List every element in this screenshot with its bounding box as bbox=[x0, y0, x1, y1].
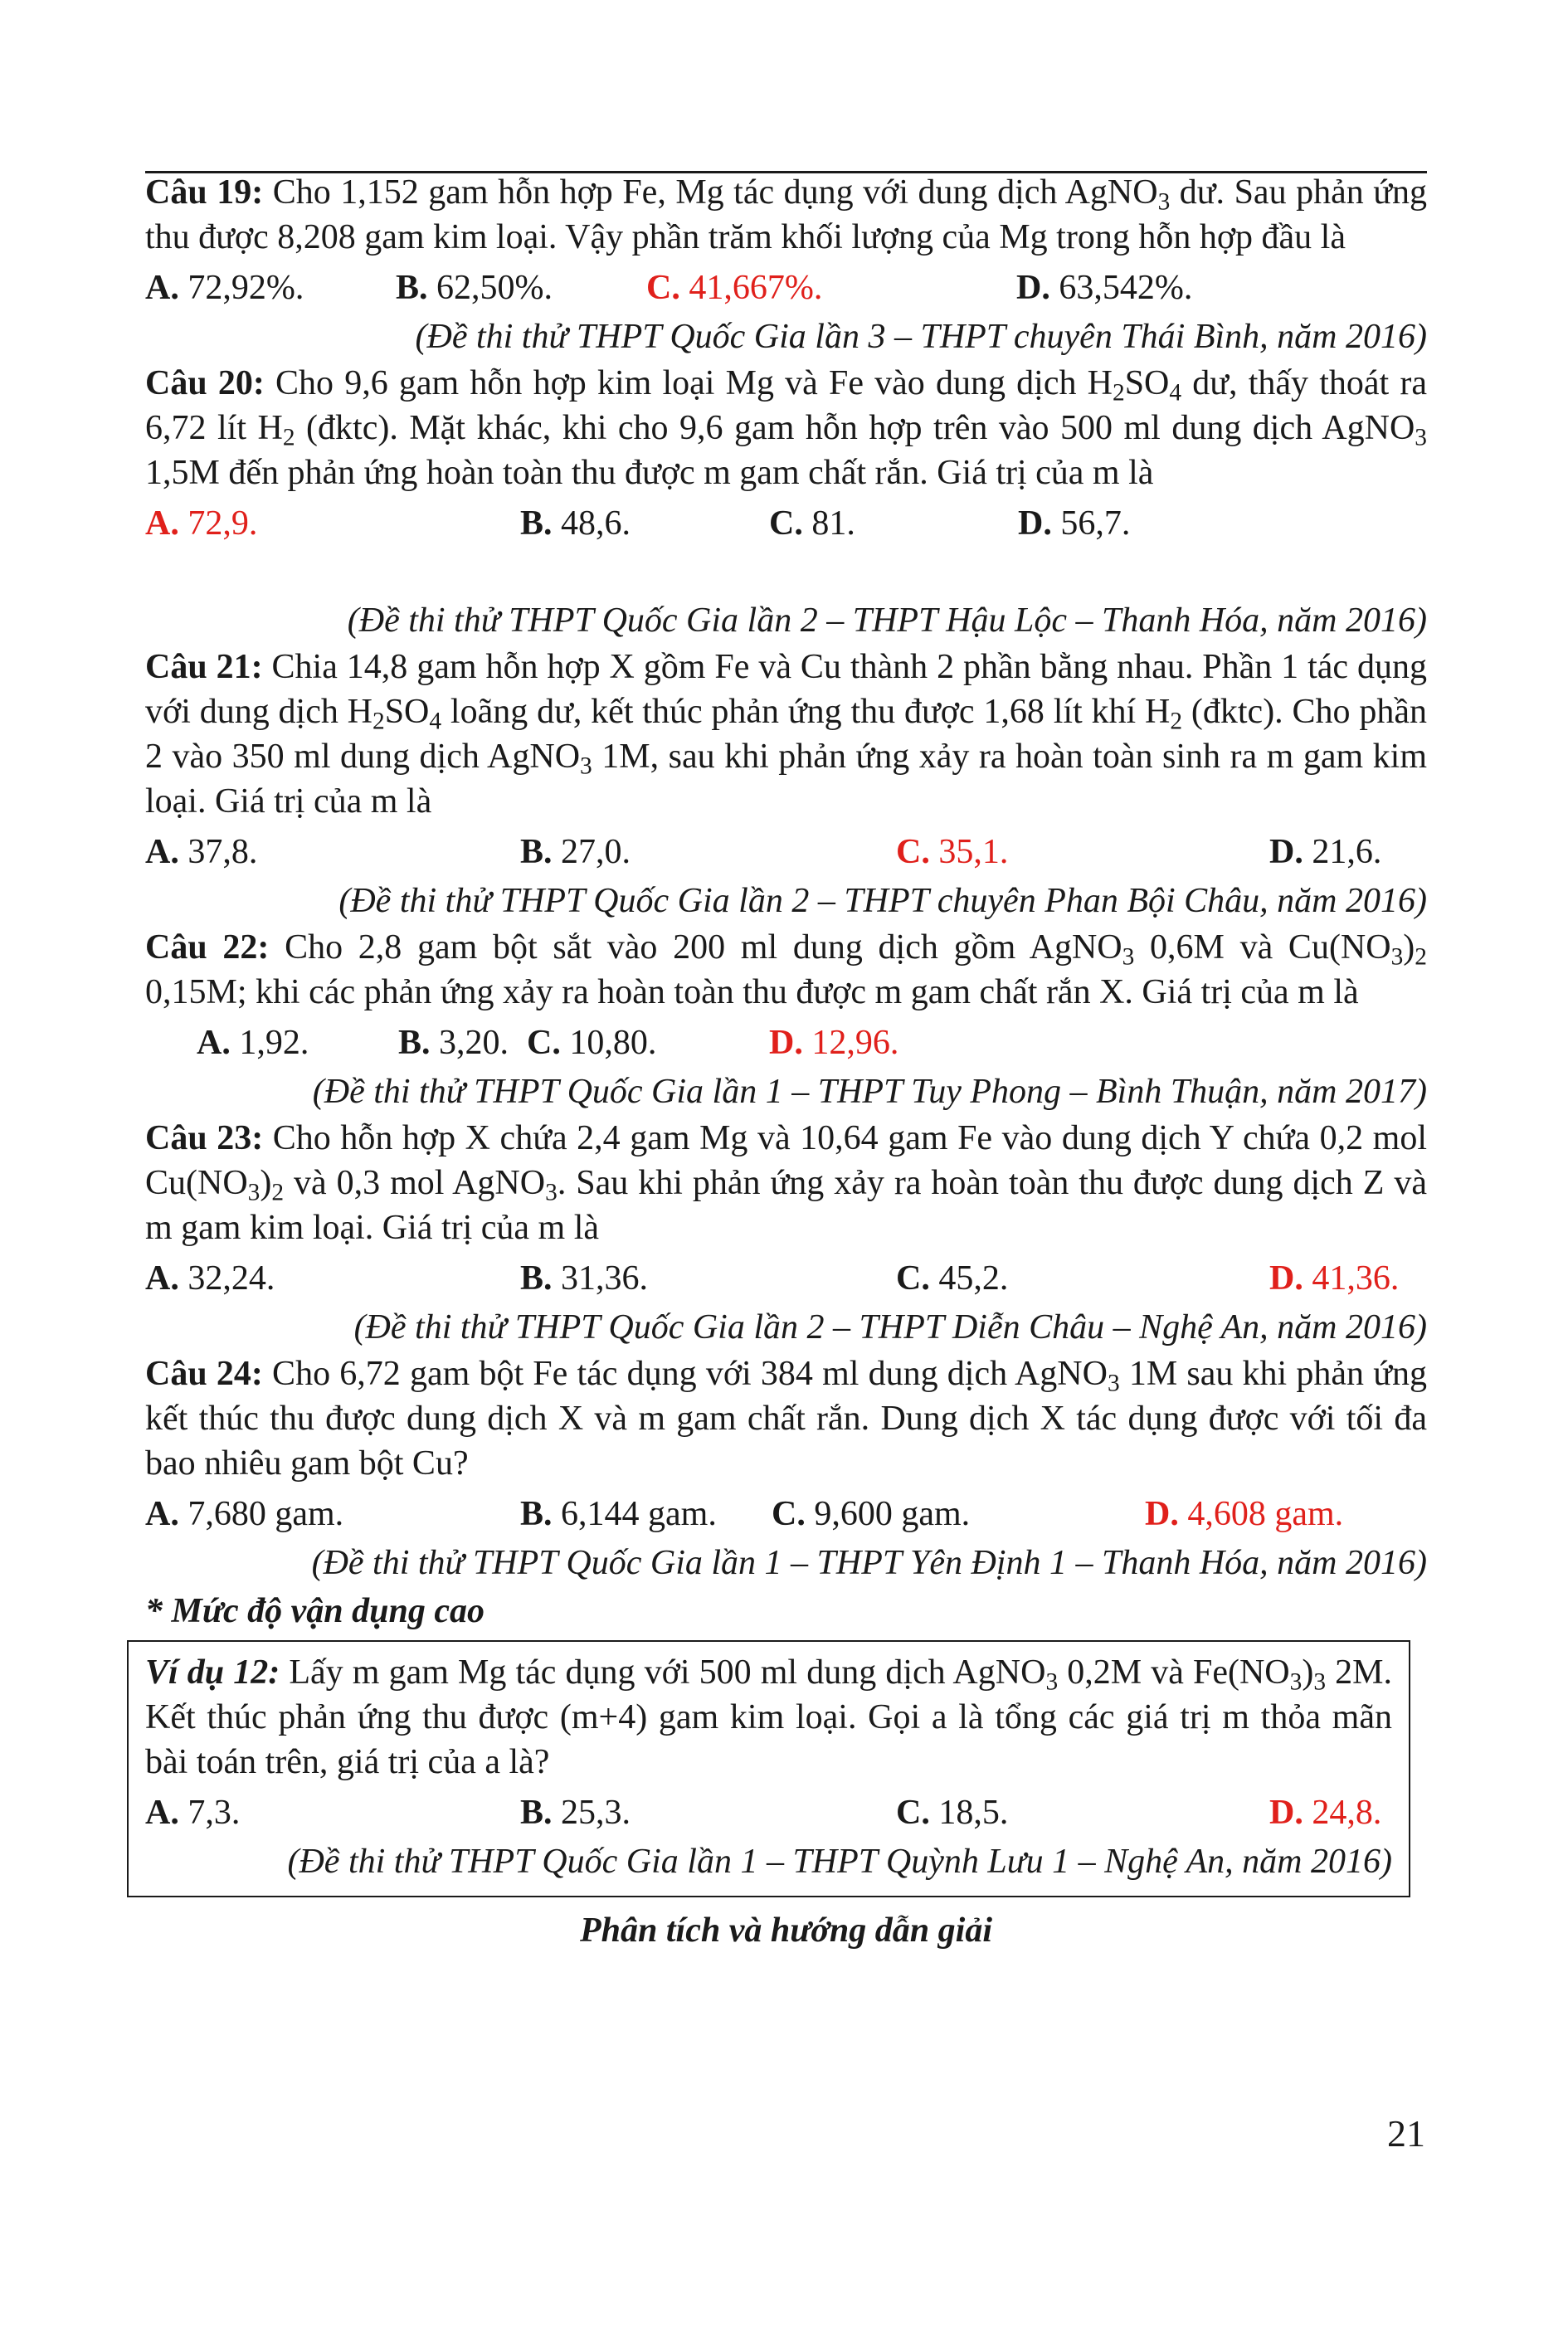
question-19 bbox=[145, 170, 1427, 361]
option-b: B. 3,20. bbox=[398, 1024, 509, 1062]
option-d: D. 21,6. bbox=[1269, 833, 1382, 871]
question-stem: Câu 19: Cho 1,152 gam hỗn hợp Fe, Mg tác dụng với dung dịch AgNO$_3$ dư. Sau phản ứng thu được 8,208 gam kim loại. Vậy phần trăm khối lượng của Mg trong hỗn hợp đầu là bbox=[145, 173, 1428, 256]
option-a: A. 1,92. bbox=[197, 1024, 309, 1062]
options-row bbox=[145, 1018, 1427, 1068]
option-b: B. 27,0. bbox=[520, 833, 631, 871]
question-stem: Câu 20: Cho 9,6 gam hỗn hợp kim loại Mg và Fe vào dung dịch $H_2SO_4$ dư, thấy thoát ra 6,72 lít $H_2$ (đktc). Mặt khác, khi cho 9,6 gam hỗn hợp trên vào 500 ml dung dịch AgNO$_3$ 1,5M đến phản ứng hoàn toàn thu được m gam chất rắn. Giá trị của m là bbox=[145, 364, 1427, 492]
example-source: (Đề thi thử THPT Quốc Gia lần 1 – THPT Quỳnh Lưu 1 – Nghệ An, năm 2016) bbox=[287, 1843, 1392, 1881]
option-a: A. 37,8. bbox=[145, 833, 258, 871]
option-c: C. 18,5. bbox=[896, 1794, 1009, 1832]
option-d: D. 63,542%. bbox=[1016, 269, 1193, 307]
question-stem: Câu 23: Cho hỗn hợp X chứa 2,4 gam Mg và 10,64 gam Fe vào dung dịch Y chứa 0,2 mol $Cu(NO_3)_2$ và 0,3 mol AgNO$_3$. Sau khi phản ứng xảy ra hoàn toàn thu được dung dịch Z và m gam kim loại. Giá trị của m là bbox=[145, 1119, 1428, 1247]
option-d: D. 12,96. bbox=[769, 1024, 899, 1062]
option-d: D. 4,608 gam. bbox=[1145, 1495, 1344, 1533]
option-a: A. 72,9. bbox=[145, 504, 258, 543]
options-row bbox=[145, 1788, 1392, 1838]
option-b: B. 31,36. bbox=[520, 1259, 649, 1298]
example-stem: Ví dụ 12: Lấy m gam Mg tác dụng với 500 ml dung dịch AgNO$_3$ 0,2M và $Fe(NO_3)_3$ 2M. Kết thúc phản ứng thu được (m+4) gam kim loại. Gọi a là tổng các giá trị m thỏa mãn bài toán trên, giá trị của a là? bbox=[145, 1653, 1392, 1781]
question-source: (Đề thi thử THPT Quốc Gia lần 2 – THPT chuyên Phan Bội Châu, năm 2016) bbox=[338, 882, 1427, 920]
question-label: Câu 24: bbox=[145, 1355, 263, 1393]
option-a: A. 7,680 gam. bbox=[145, 1495, 344, 1533]
option-c: C. 10,80. bbox=[527, 1024, 657, 1062]
option-c: C. 41,667%. bbox=[646, 269, 823, 307]
options-row bbox=[145, 827, 1427, 877]
question-20 bbox=[145, 361, 1427, 645]
question-source: (Đề thi thử THPT Quốc Gia lần 2 – THPT Hậu Lộc – Thanh Hóa, năm 2016) bbox=[347, 601, 1427, 640]
option-d: D. 56,7. bbox=[1018, 504, 1131, 543]
options-row bbox=[145, 1254, 1427, 1303]
question-source: (Đề thi thử THPT Quốc Gia lần 1 – THPT Tuy Phong – Bình Thuận, năm 2017) bbox=[312, 1073, 1427, 1111]
question-stem: Câu 21: Chia 14,8 gam hỗn hợp X gồm Fe và Cu thành 2 phần bằng nhau. Phần 1 tác dụng với dung dịch $H_2SO_4$ loãng dư, kết thúc phản ứng thu được 1,68 lít khí $H_2$ (đktc). Cho phần 2 vào 350 ml dung dịch AgNO$_3$ 1M, sau khi phản ứng xảy ra hoàn toàn sinh ra m gam kim loại. Giá trị của m là bbox=[145, 648, 1427, 821]
option-a: A. 72,92%. bbox=[145, 269, 304, 307]
question-label: Câu 21: bbox=[145, 648, 263, 686]
question-23 bbox=[145, 1116, 1427, 1351]
options-row bbox=[145, 499, 1427, 548]
page-number: 21 bbox=[1387, 2112, 1425, 2155]
question-stem: Câu 22: Cho 2,8 gam bột sắt vào 200 ml dung dịch gồm AgNO$_3$ 0,6M và $Cu(NO_3)_2$ 0,15M; khi các phản ứng xảy ra hoàn toàn thu được m gam chất rắn X. Giá trị của m là bbox=[145, 928, 1427, 1011]
question-label: Câu 22: bbox=[145, 928, 270, 967]
option-c: C. 9,600 gam. bbox=[772, 1495, 971, 1533]
question-source: (Đề thi thử THPT Quốc Gia lần 2 – THPT Diễn Châu – Nghệ An, năm 2016) bbox=[353, 1308, 1427, 1346]
example-box bbox=[127, 1640, 1410, 1897]
solution-heading: Phân tích và hướng dẫn giải bbox=[580, 1911, 992, 1950]
question-22 bbox=[145, 925, 1427, 1116]
option-c: C. 35,1. bbox=[896, 833, 1009, 871]
question-source: (Đề thi thử THPT Quốc Gia lần 1 – THPT Yên Định 1 – Thanh Hóa, năm 2016) bbox=[311, 1544, 1427, 1582]
option-d: D. 24,8. bbox=[1269, 1794, 1382, 1832]
page-content bbox=[145, 170, 1427, 1955]
option-c: C. 81. bbox=[769, 504, 855, 543]
option-a: A. 7,3. bbox=[145, 1794, 241, 1832]
option-b: B. 25,3. bbox=[520, 1794, 631, 1832]
option-b: B. 48,6. bbox=[520, 504, 631, 543]
level-heading: * Mức độ vận dụng cao bbox=[145, 1592, 485, 1630]
question-stem: Câu 24: Cho 6,72 gam bột Fe tác dụng với 384 ml dung dịch AgNO$_3$ 1M sau khi phản ứng kết thúc thu được dung dịch X và m gam chất rắn. Dung dịch X tác dụng được với tối đa bao nhiêu gam bột Cu? bbox=[145, 1355, 1427, 1483]
question-label: Câu 23: bbox=[145, 1119, 264, 1157]
option-b: B. 6,144 gam. bbox=[520, 1495, 717, 1533]
question-24 bbox=[145, 1351, 1427, 1587]
option-a: A. 32,24. bbox=[145, 1259, 275, 1298]
question-label: Câu 19: bbox=[145, 173, 264, 212]
question-21 bbox=[145, 645, 1427, 925]
options-row bbox=[145, 263, 1427, 313]
options-row bbox=[145, 1489, 1427, 1539]
option-d: D. 41,36. bbox=[1269, 1259, 1400, 1298]
question-label: Câu 20: bbox=[145, 364, 265, 402]
option-c: C. 45,2. bbox=[896, 1259, 1009, 1298]
option-b: B. 62,50%. bbox=[396, 269, 553, 307]
spacer bbox=[145, 548, 1427, 597]
example-label: Ví dụ 12: bbox=[145, 1653, 280, 1692]
question-source: (Đề thi thử THPT Quốc Gia lần 3 – THPT chuyên Thái Bình, năm 2016) bbox=[415, 318, 1427, 356]
